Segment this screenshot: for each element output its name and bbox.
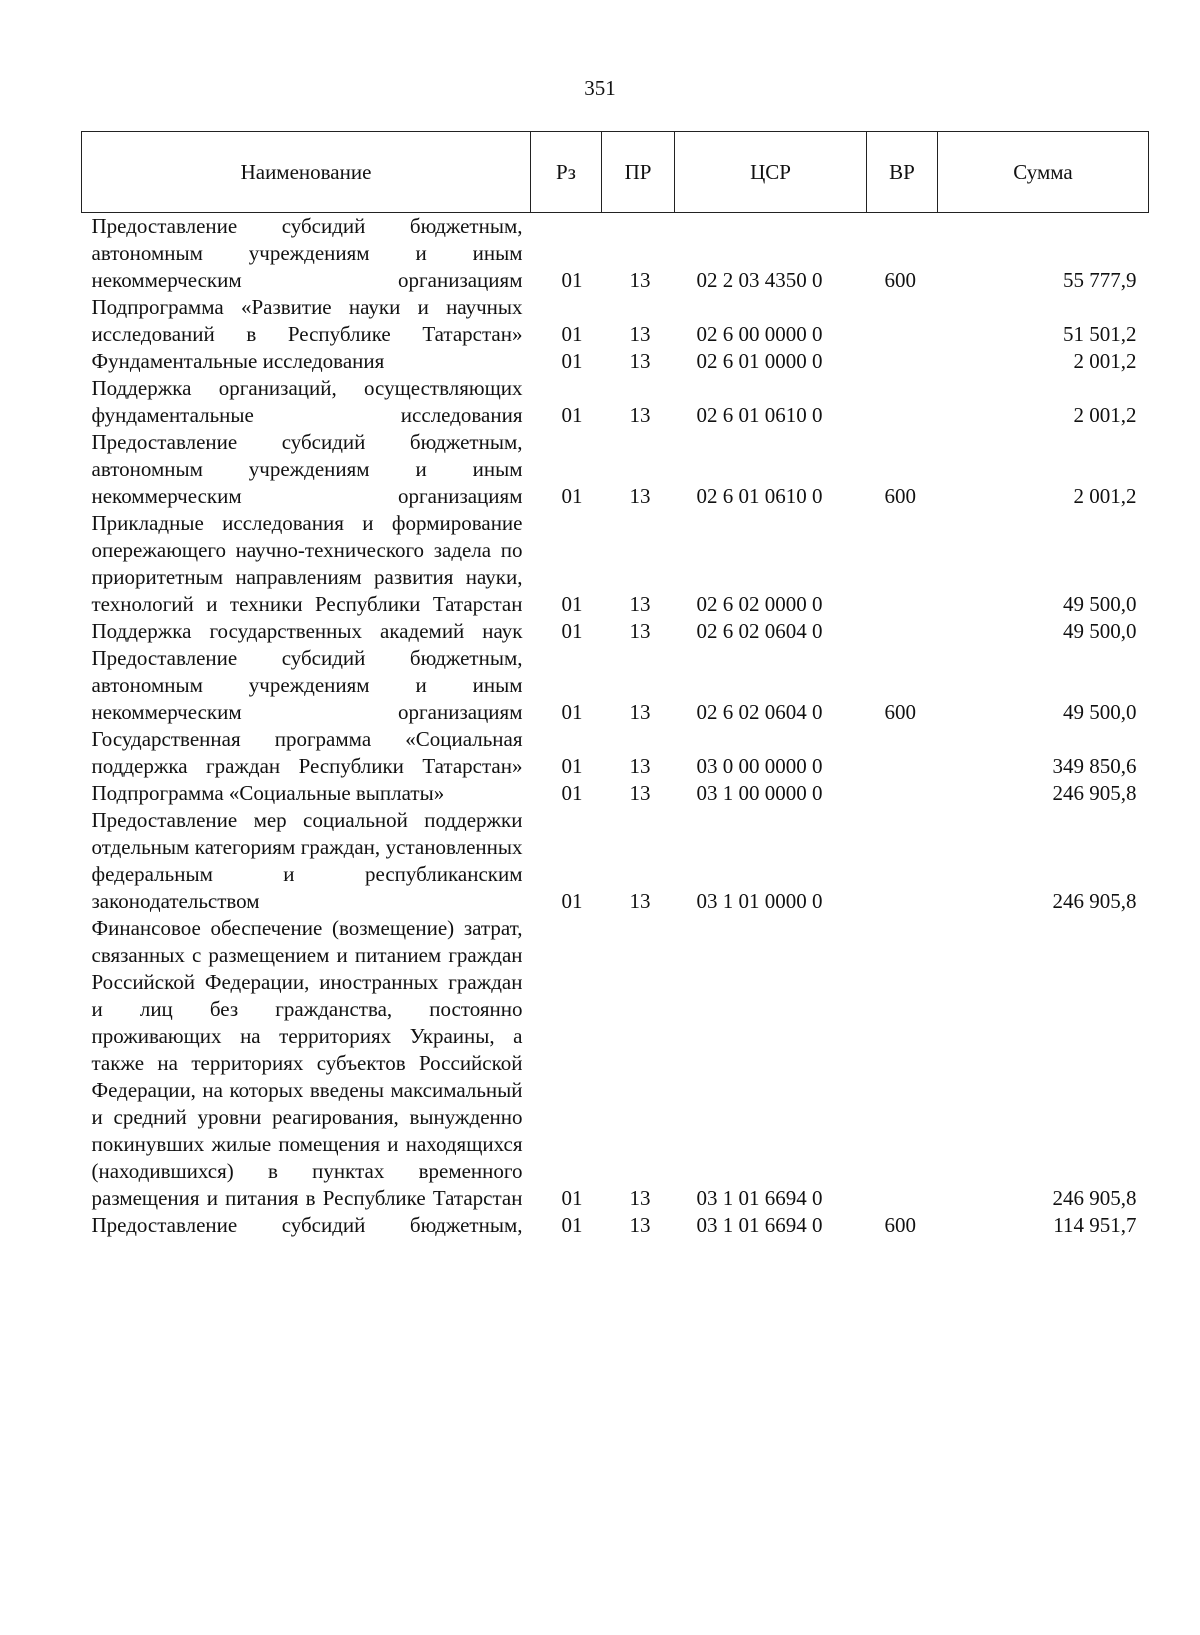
row-rz: 01	[561, 619, 583, 643]
row-csr: 02 2 03 4350 0	[696, 268, 823, 292]
row-sum: 246 905,8	[1052, 1186, 1137, 1210]
row-name: Поддержка государственных академий наук	[91, 619, 523, 643]
row-rz: 01	[561, 1213, 583, 1237]
row-sum: 246 905,8	[1052, 781, 1137, 805]
row-csr: 02 6 01 0610 0	[696, 484, 823, 508]
row-csr: 02 6 01 0000 0	[696, 349, 823, 373]
table-row	[82, 348, 1149, 375]
table-row	[82, 1212, 1149, 1239]
row-sum: 114 951,7	[1053, 1213, 1137, 1237]
row-vr: 600	[884, 484, 916, 508]
row-name: Поддержка организаций, осуществляющих фундаментальные исследования	[91, 376, 523, 427]
row-sum: 49 500,0	[1063, 619, 1137, 643]
row-rz: 01	[561, 322, 583, 346]
row-vr: 600	[884, 268, 916, 292]
row-pr: 13	[629, 592, 651, 616]
row-csr: 02 6 01 0610 0	[696, 403, 823, 427]
row-rz: 01	[561, 349, 583, 373]
row-sum: 49 500,0	[1063, 700, 1137, 724]
row-vr	[867, 726, 938, 780]
row-name: Предоставление субсидий бюджетным,	[91, 1213, 523, 1237]
row-rz: 01	[561, 754, 583, 778]
row-rz: 01	[561, 268, 583, 292]
page-number: 351	[584, 76, 616, 100]
row-vr: 600	[884, 1213, 916, 1237]
header-name: Наименование	[82, 132, 531, 213]
row-name: Фундаментальные исследования	[91, 349, 385, 373]
row-pr: 13	[629, 889, 651, 913]
row-sum: 2 001,2	[1073, 349, 1137, 373]
table-row	[82, 915, 1149, 1212]
table-row	[82, 726, 1149, 780]
header-vr: ВР	[867, 132, 938, 213]
row-pr: 13	[629, 268, 651, 292]
row-rz: 01	[561, 700, 583, 724]
row-vr	[867, 348, 938, 375]
row-csr: 02 6 00 0000 0	[696, 322, 823, 346]
row-name: Предоставление субсидий бюджетным, автономным учреждениям и иным некоммерческим организациям	[91, 646, 523, 724]
row-rz: 01	[561, 592, 583, 616]
row-pr: 13	[629, 781, 651, 805]
row-sum: 2 001,2	[1073, 403, 1137, 427]
row-sum: 49 500,0	[1063, 592, 1137, 616]
row-pr: 13	[629, 700, 651, 724]
row-csr: 03 1 01 6694 0	[696, 1186, 823, 1210]
row-rz: 01	[561, 484, 583, 508]
row-name: Предоставление субсидий бюджетным, автономным учреждениям и иным некоммерческим организациям	[91, 430, 523, 508]
table-body	[82, 213, 1149, 1240]
row-name: Предоставление мер социальной поддержки отдельным категориям граждан, установленных федеральным и республиканским законодательством	[91, 808, 523, 913]
row-name: Подпрограмма «Развитие науки и научных исследований в Республике Татарстан»	[91, 295, 523, 346]
row-csr: 03 1 00 0000 0	[696, 781, 823, 805]
row-name: Финансовое обеспечение (возмещение) затрат, связанных с размещением и питанием граждан Российской Федерации, иностранных граждан и лиц без гражданства, постоянно проживающих на территориях Украины, а также на территориях субъектов Российской Федерации, на которых введены максимальный и средний уровни реагирования, вынужденно покинувших жилые помещения и находящихся (находившихся) в пунктах временного размещения и питания в Республике Татарстан	[91, 916, 523, 1210]
row-sum: 2 001,2	[1073, 484, 1137, 508]
table-row	[82, 510, 1149, 618]
row-rz: 01	[561, 1186, 583, 1210]
table-row	[82, 429, 1149, 510]
row-csr: 02 6 02 0604 0	[696, 619, 823, 643]
row-vr	[867, 510, 938, 618]
row-name: Прикладные исследования и формирование опережающего научно-технического задела по приоритетным направлениям развития науки, технологий и техники Республики Татарстан	[91, 511, 523, 616]
row-name: Подпрограмма «Социальные выплаты»	[91, 781, 445, 805]
row-name: Предоставление субсидий бюджетным, автономным учреждениям и иным некоммерческим организациям	[91, 214, 523, 292]
row-vr	[867, 375, 938, 429]
row-csr: 02 6 02 0000 0	[696, 592, 823, 616]
row-pr: 13	[629, 403, 651, 427]
row-pr: 13	[629, 322, 651, 346]
row-sum: 349 850,6	[1052, 754, 1137, 778]
row-csr: 03 1 01 6694 0	[696, 1213, 823, 1237]
row-sum: 246 905,8	[1052, 889, 1137, 913]
row-csr: 03 1 01 0000 0	[696, 889, 823, 913]
table-row	[82, 618, 1149, 645]
row-vr	[867, 618, 938, 645]
header-csr: ЦСР	[675, 132, 867, 213]
row-vr	[867, 807, 938, 915]
row-pr: 13	[629, 754, 651, 778]
table-row	[82, 213, 1149, 295]
row-csr: 02 6 02 0604 0	[696, 700, 823, 724]
table-row	[82, 645, 1149, 726]
table-row	[82, 807, 1149, 915]
row-vr	[867, 915, 938, 1212]
row-rz: 01	[561, 781, 583, 805]
row-sum: 55 777,9	[1063, 268, 1137, 292]
row-sum: 51 501,2	[1063, 322, 1137, 346]
row-pr: 13	[629, 619, 651, 643]
table-row	[82, 294, 1149, 348]
row-vr: 600	[884, 700, 916, 724]
row-name: Государственная программа «Социальная поддержка граждан Республики Татарстан»	[91, 727, 523, 778]
row-rz: 01	[561, 403, 583, 427]
row-vr	[867, 780, 938, 807]
row-rz: 01	[561, 889, 583, 913]
row-pr: 13	[629, 1186, 651, 1210]
header-sum: Сумма	[938, 132, 1149, 213]
header-pr: ПР	[602, 132, 675, 213]
table-header	[82, 132, 1149, 213]
row-pr: 13	[629, 349, 651, 373]
row-vr	[867, 294, 938, 348]
table-row	[82, 780, 1149, 807]
header-rz: Рз	[531, 132, 602, 213]
budget-table	[81, 131, 1149, 1239]
row-csr: 03 0 00 0000 0	[696, 754, 823, 778]
row-pr: 13	[629, 484, 651, 508]
row-pr: 13	[629, 1213, 651, 1237]
table-row	[82, 375, 1149, 429]
